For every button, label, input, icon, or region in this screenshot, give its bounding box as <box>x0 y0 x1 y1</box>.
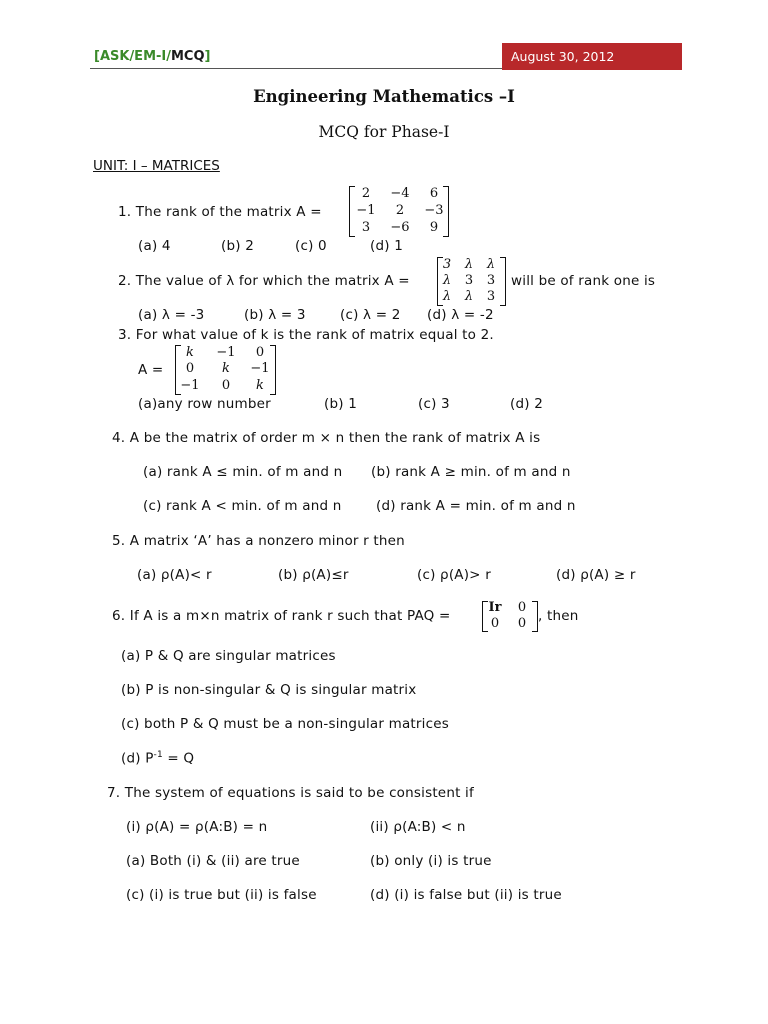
q3-text: 3. For what value of k is the rank of matrix equal to 2. <box>118 327 494 343</box>
q4-option-a: (a) rank A ≤ min. of m and n <box>143 464 343 480</box>
q2-option-d: (d) λ = -2 <box>427 307 494 323</box>
unit-heading: UNIT: I – MATRICES <box>93 158 220 174</box>
q6-matrix: Ir 0 0 0 <box>482 601 538 632</box>
q3-matrix: k −1 0 0 k −1 −1 0 k <box>175 345 276 395</box>
q1-text: 1. The rank of the matrix A = <box>118 204 322 220</box>
q2-option-c: (c) λ = 2 <box>340 307 401 323</box>
q2-text-after: will be of rank one is <box>511 273 656 289</box>
document-code: [ASK/EM-I/MCQ] <box>94 49 211 64</box>
q4-text: 4. A be the matrix of order m × n then the rank of matrix A is <box>112 430 541 446</box>
q5-option-b: (b) ρ(A)≤r <box>278 567 349 583</box>
q3-option-d: (d) 2 <box>510 396 543 412</box>
q6-option-a: (a) P & Q are singular matrices <box>121 648 336 664</box>
page-subtitle: MCQ for Phase-I <box>318 123 450 141</box>
q4-option-c: (c) rank A < min. of m and n <box>143 498 342 514</box>
q3-lead: A = <box>138 362 164 378</box>
q4-option-b: (b) rank A ≥ min. of m and n <box>371 464 571 480</box>
q4-option-d: (d) rank A = min. of m and n <box>376 498 576 514</box>
q3-option-b: (b) 1 <box>324 396 357 412</box>
q3-option-c: (c) 3 <box>418 396 450 412</box>
q2-text: 2. The value of λ for which the matrix A = <box>118 273 410 289</box>
q5-option-d: (d) ρ(A) ≥ r <box>556 567 636 583</box>
q1-matrix: 2 −4 6 −1 2 −3 3 −6 9 <box>349 186 449 237</box>
q6-option-c: (c) both P & Q must be a non-singular matrices <box>121 716 449 732</box>
q7-option-a: (a) Both (i) & (ii) are true <box>126 853 300 869</box>
q7-option-b: (b) only (i) is true <box>370 853 492 869</box>
q6-option-b: (b) P is non-singular & Q is singular matrix <box>121 682 417 698</box>
q1-option-a: (a) 4 <box>138 238 171 254</box>
q1-option-b: (b) 2 <box>221 238 254 254</box>
q6-text-after: , then <box>538 608 579 624</box>
q5-text: 5. A matrix ‘A’ has a nonzero minor r then <box>112 533 405 549</box>
q6-option-d: (d) $P^{-1} = Q$ <box>121 750 195 767</box>
q2-option-b: (b) λ = 3 <box>244 307 306 323</box>
q7-option-c: (c) (i) is true but (ii) is false <box>126 887 317 903</box>
q1-option-d: (d) 1 <box>370 238 403 254</box>
header-date: August 30, 2012 <box>502 43 682 70</box>
q6-text: 6. If A is a m×n matrix of rank r such that PAQ = <box>112 608 451 624</box>
q7-statement-i: (i) ρ(A) = ρ(A:B) = n <box>126 819 268 835</box>
q2-matrix: 3 λ λ λ 3 3 λ λ 3 <box>437 257 506 306</box>
q1-option-c: (c) 0 <box>295 238 327 254</box>
q7-statement-ii: (ii) ρ(A:B) < n <box>370 819 466 835</box>
q2-option-a: (a) λ = -3 <box>138 307 205 323</box>
q7-option-d: (d) (i) is false but (ii) is true <box>370 887 562 903</box>
header-rule <box>90 68 502 69</box>
q5-option-c: (c) ρ(A)> r <box>417 567 491 583</box>
q7-text: 7. The system of equations is said to be consistent if <box>107 785 474 801</box>
page-title: Engineering Mathematics –I <box>253 87 515 106</box>
q3-option-a: (a)any row number <box>138 396 271 412</box>
q5-option-a: (a) ρ(A)< r <box>137 567 212 583</box>
